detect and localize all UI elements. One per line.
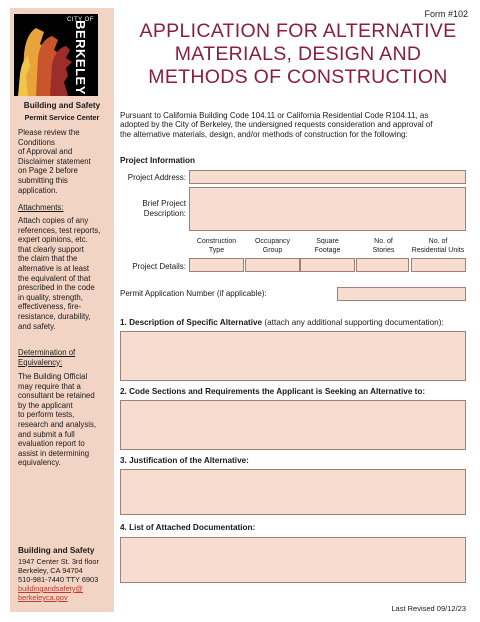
- col-construction-type: Construction Type: [196, 238, 237, 254]
- section-1-heading: 1. Description of Specific Alternative (attach any additional supporting documentation):: [120, 318, 444, 327]
- email-link[interactable]: buildingandsafety@ berkeleyca.gov: [18, 584, 84, 602]
- col-stories: No. of Stories: [372, 238, 395, 254]
- project-description-label: Brief Project Description:: [142, 199, 186, 218]
- review-instructions: Please review the Conditions of Approval and Disclaimer statement on Page 2 before submitting this application.: [18, 128, 91, 195]
- form-number: Form #102: [424, 9, 468, 19]
- residential-units-field[interactable]: [411, 258, 466, 272]
- stories-field[interactable]: [356, 258, 409, 272]
- contact-heading: Building and Safety: [18, 546, 95, 555]
- project-description-field[interactable]: [189, 187, 466, 231]
- phone-number: 510-981-7440 TTY 6903: [18, 575, 99, 584]
- address-line-1: 1947 Center St. 3rd floor: [18, 557, 99, 566]
- alternative-description-field[interactable]: [120, 331, 466, 381]
- equivalency-instructions: The Building Official may require that a consultant be retained by the applicant to perform tests, research and analysis, and submit a full evaluation report to assist in determining equivalency.: [18, 372, 97, 468]
- attachments-title: Attachments:: [18, 203, 64, 212]
- construction-type-field[interactable]: [189, 258, 244, 272]
- city-logo: [14, 14, 98, 96]
- attachments-instructions: Attach copies of any references, test reports, expert opinions, etc. that clearly support the claim that the alternative is at least the equivalent of that prescribed in the code in quality, strength, effectiveness, fire- resistance, durability, and safety.: [18, 216, 101, 331]
- last-revised: Last Revised 09/12/23: [391, 604, 466, 613]
- equivalency-title: Determination of Equivalency:: [18, 348, 76, 367]
- col-residential-units: No. of Residential Units: [411, 238, 465, 254]
- permit-number-field[interactable]: [337, 287, 466, 301]
- project-details-label: Project Details:: [132, 262, 186, 271]
- logo-city-of: CITY OF: [66, 17, 94, 23]
- section-3-heading: 3. Justification of the Alternative:: [120, 456, 249, 465]
- page-title: APPLICATION FOR ALTERNATIVE MATERIALS, DESIGN AND METHODS OF CONSTRUCTION: [139, 20, 457, 88]
- project-address-label: Project Address:: [127, 173, 186, 182]
- col-square-footage: Square Footage: [314, 238, 341, 254]
- attached-documentation-field[interactable]: [120, 537, 466, 583]
- sidebar-heading: Building and Safety: [23, 101, 101, 110]
- square-footage-field[interactable]: [300, 258, 355, 272]
- sidebar-subheading: Permit Service Center: [24, 113, 100, 122]
- address-line-2: Berkeley, CA 94704: [18, 566, 83, 575]
- intro-paragraph: Pursuant to California Building Code 104.11 or California Residential Code R104.11, as adopted by the City of Berkeley, the undersigned requests consideration and approval of the alternative materials, design, and/or methods of construction for the following:: [120, 111, 433, 139]
- project-info-heading: Project Information: [120, 156, 196, 165]
- section-2-heading: 2. Code Sections and Requirements the Applicant is Seeking an Alternative to:: [120, 387, 426, 396]
- occupancy-group-field[interactable]: [245, 258, 300, 272]
- code-sections-field[interactable]: [120, 400, 466, 450]
- contact-info: [18, 557, 112, 602]
- col-occupancy-group: Occupancy Group: [254, 238, 291, 254]
- permit-number-label: Permit Application Number (if applicable):: [120, 289, 267, 298]
- justification-field[interactable]: [120, 469, 466, 515]
- project-address-field[interactable]: [189, 170, 466, 184]
- section-4-heading: 4. List of Attached Documentation:: [120, 523, 256, 532]
- logo-city-name: BERKELEY: [73, 20, 89, 95]
